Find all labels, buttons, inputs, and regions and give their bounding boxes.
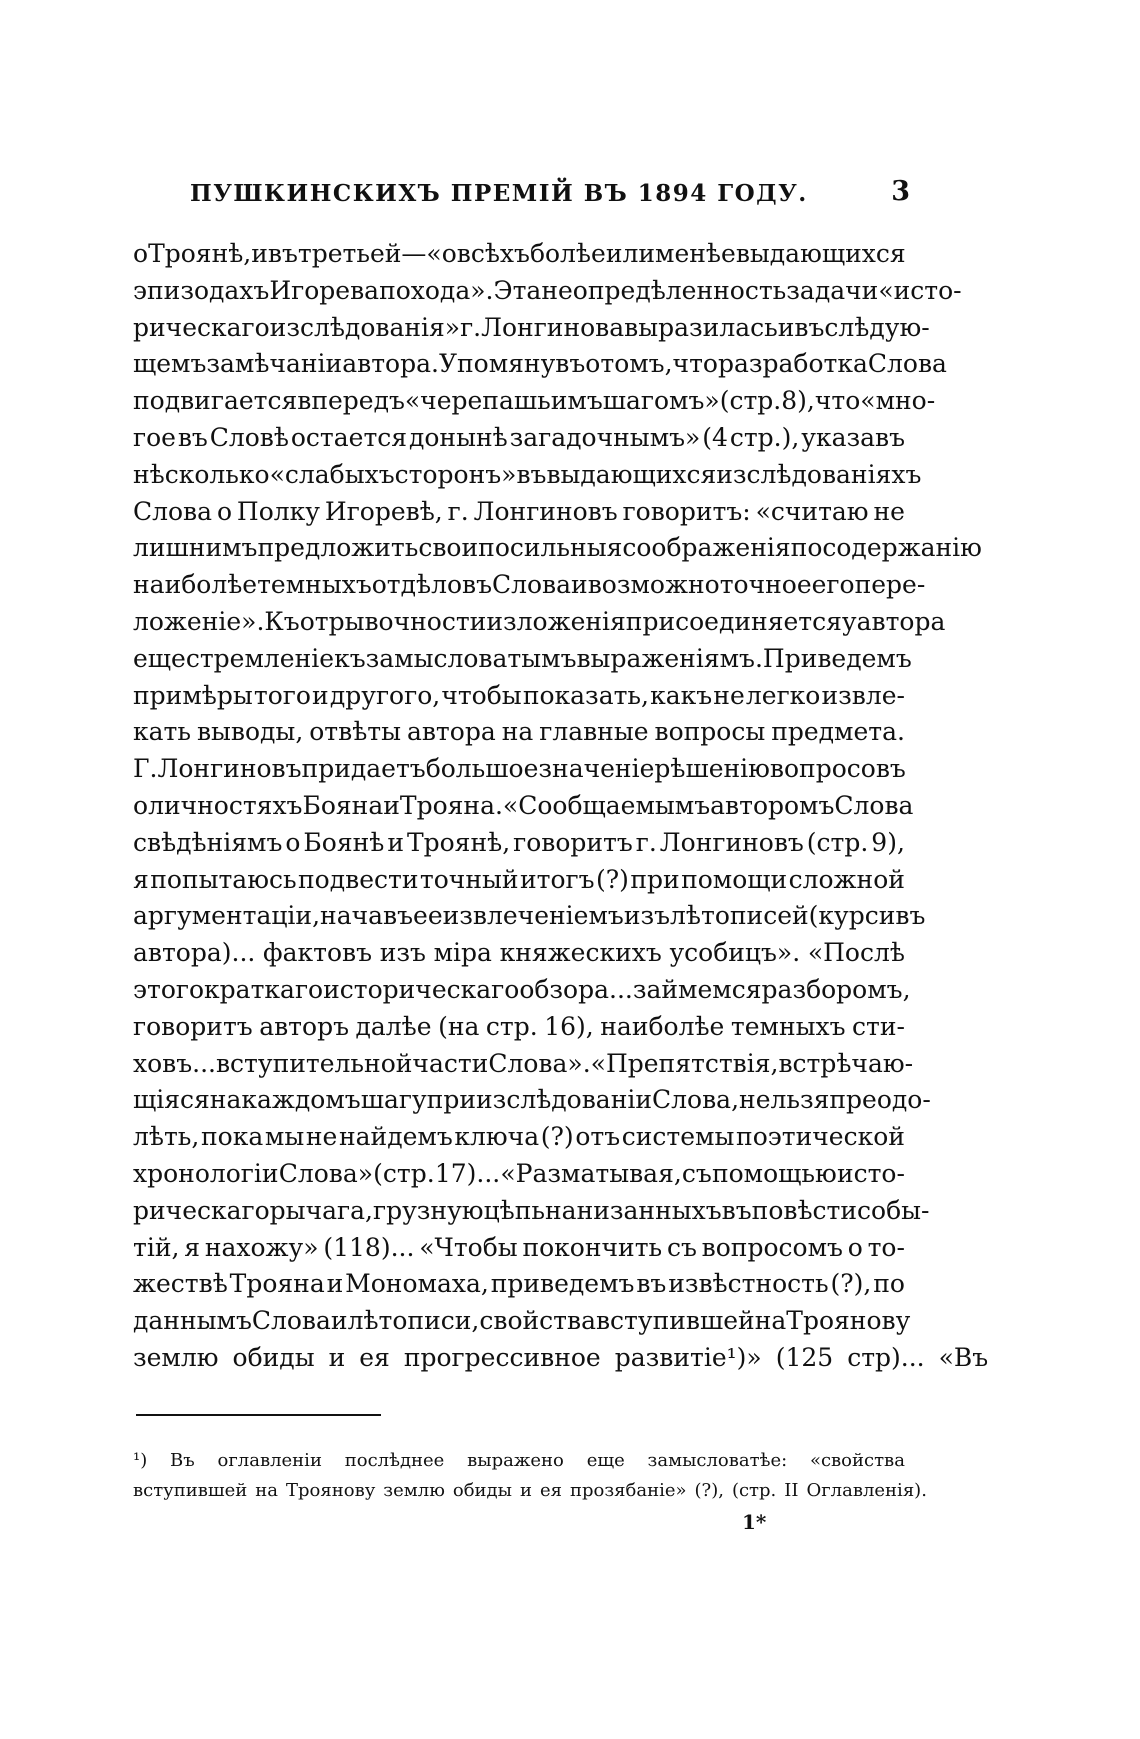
text-line: ховъ... вступительной части Слова». «Препятствія, встрѣчаю-	[133, 1048, 914, 1078]
text-line: наиболѣе темныхъ отдѣловъ Слова и возможно точное его пере-	[133, 570, 926, 600]
text-line: щемъ замѣчаніи автора. Упомянувъ о томъ, что разработка Слова	[133, 349, 947, 379]
text-line: жествѣ Трояна и Мономаха, приведемъ въ извѣстность (?), по	[133, 1269, 905, 1299]
text-line: кать выводы, отвѣты автора на главные вопросы предмета.	[133, 717, 905, 747]
text-line: Г. Лонгиновъ придаетъ большое значеніе рѣшенію вопросовъ	[133, 754, 906, 784]
footnotes	[133, 1446, 927, 1506]
text-line: еще стремленіе къ замысловатымъ выраженіямъ. Приведемъ	[133, 643, 912, 673]
text-line: аргументаціи, начавъ ее извлеченіемъ изъ лѣтописей (курсивъ	[133, 901, 926, 931]
text-line: о Троянѣ, и въ третьей—«о всѣхъ болѣе или менѣе выдающихся	[133, 239, 906, 268]
running-title: ПУШКИНСКИХЪ ПРЕМІЙ ВЪ 1894 ГОДУ.	[190, 180, 808, 207]
text-line: нѣсколько «слабыхъ сторонъ» въ выдающихся изслѣдованіяхъ	[133, 459, 922, 489]
text-line: я попытаюсь подвести точный итогъ (?) при помощи сложной	[133, 864, 905, 894]
text-line: щіяся на каждомъ шагу при изслѣдованіи Слова, нельзя преодо-	[133, 1085, 931, 1115]
text-line: даннымъ Слова и лѣтописи, свойства вступившей на Троянову	[133, 1306, 911, 1336]
text-line: гое въ Словѣ остается донынѣ загадочнымъ» (4 стр.), указавъ	[133, 422, 905, 452]
footnote-line: ¹) Въ оглавленіи послѣднее выражено еще замысловатѣе: «свойства	[133, 1450, 905, 1471]
signature-mark: 1*	[742, 1510, 767, 1534]
footnote-line: вступившей на Троянову землю обиды и ея прозябаніе» (?), (стр. II Оглавленія).	[133, 1480, 927, 1501]
text-line: примѣры того и другого, чтобы показать, какъ не легко извле-	[133, 680, 905, 710]
text-line: подвигается впередъ «черепашьимъ шагомъ» (стр. 8), что «мно-	[133, 386, 936, 416]
text-line: этого краткаго историческаго обзора... займемся разборомъ,	[133, 974, 911, 1004]
page-number: 3	[891, 176, 910, 207]
body-text	[133, 236, 989, 1377]
text-line: свѣдѣніямъ о Боянѣ и Троянѣ, говоритъ г. Лонгиновъ (стр. 9),	[133, 827, 905, 857]
text-line: Слова о Полку Игоревѣ, г. Лонгиновъ говоритъ: «считаю не	[133, 496, 905, 526]
text-line: хронологіи Слова» (стр. 17)... «Разматывая, съ помощью исто-	[133, 1158, 905, 1188]
page-header	[190, 176, 920, 220]
text-line: рическаго рычага, грузную цѣпь нанизанныхъ въ повѣсти собы-	[133, 1195, 930, 1225]
text-line: тій, я нахожу» (118)... «Чтобы покончить съ вопросомъ о то-	[133, 1232, 905, 1262]
text-line: автора)... фактовъ изъ міра княжескихъ усобицъ». «Послѣ	[133, 938, 905, 968]
text-line: ложеніе». Къ отрывочности изложенія присоединяется у автора	[133, 606, 946, 636]
text-line: говоритъ авторъ далѣе (на стр. 16), наиболѣе темныхъ сти-	[133, 1011, 905, 1041]
footnote-rule	[136, 1414, 381, 1416]
text-line: рическаго изслѣдованія» г. Лонгинова выразилась и въ слѣдую-	[133, 312, 930, 342]
text-line: лишнимъ предложить свои посильныя соображенія по содержанію	[133, 533, 982, 563]
text-line: лѣть, пока мы не найдемъ ключа (?) отъ системы поэтической	[133, 1122, 905, 1152]
text-line: землю обиды и ея прогрессивное развитіе¹)» (125 стр)... «Въ	[133, 1342, 989, 1372]
text-line: эпизодахъ Игорева похода». Эта неопредѣленность задачи «исто-	[133, 275, 962, 305]
text-line: о личностяхъ Бояна и Трояна. «Сообщаемымъ авторомъ Слова	[133, 790, 914, 820]
